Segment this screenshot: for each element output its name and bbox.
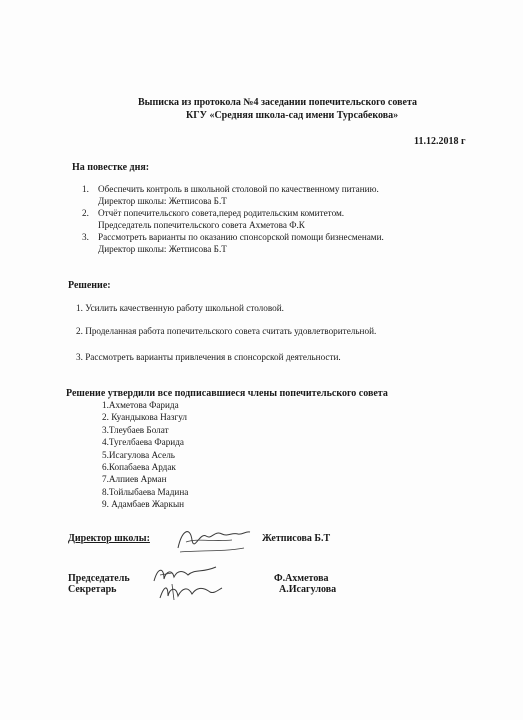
decision-heading: Решение:: [68, 280, 111, 291]
director-label: Директор школы:: [68, 533, 150, 544]
agenda-item-number: 1.: [82, 184, 89, 194]
agenda-item-text: Отчёт попечительского совета,перед родительским комитетом.: [98, 208, 345, 218]
agenda-heading: На повестке дня:: [72, 162, 150, 173]
decision-item: 3. Рассмотреть варианты привлечения в спонсорской деятельности.: [76, 352, 341, 362]
agenda-item-responsible: Директор школы: Жетписова Б.Т: [98, 196, 227, 206]
secretary-signature: [156, 580, 226, 604]
agenda-item: [82, 232, 384, 243]
chair-name: Ф.Ахметова: [274, 573, 329, 584]
agenda-item-responsible: Председатель попечительского совета Ахметова Ф.К: [98, 220, 305, 230]
member-item: 2. Куандыкова Назгул: [102, 412, 188, 423]
director-name: Жетписова Б.Т: [262, 533, 331, 544]
agenda-item-text: Обеспечить контроль в школьной столовой по качественному питанию.: [98, 184, 379, 194]
agenda-item: [82, 184, 379, 195]
agenda-item-responsible: Директор школы: Жетписова Б.Т: [98, 244, 227, 254]
member-item: 6.Копабаева Ардак: [102, 462, 176, 473]
document-title-line1: Выписка из протокола №4 заседании попечительского совета: [138, 97, 417, 108]
agenda-item-text: Рассмотреть варианты по оказанию спонсорской помощи бизнесменами.: [98, 232, 384, 242]
approved-heading: Решение утвердили все подписавшиеся члены попечительского совета: [66, 388, 388, 399]
decision-item: 1. Усилить качественную работу школьной столовой.: [76, 303, 284, 313]
document-title-line2: КГУ «Средняя школа-сад имени Турсабекова»: [186, 110, 399, 121]
agenda-item: [82, 208, 344, 219]
member-item: 5.Исагулова Асель: [102, 449, 175, 460]
member-item: 7.Алпиев Арман: [102, 474, 167, 485]
member-item: 8.Тойлыбаева Мадина: [102, 486, 189, 497]
director-signature: [172, 522, 252, 556]
document-date: 11.12.2018 г: [414, 136, 466, 147]
members-list: [102, 399, 188, 511]
secretary-name: А.Исагулова: [279, 584, 337, 595]
decision-item: 2. Проделанная работа попечительского совета считать удовлетворительной.: [76, 326, 377, 336]
secretary-label: Секретарь: [68, 584, 117, 595]
member-item: 9. Адамбаев Жаркын: [102, 499, 185, 510]
agenda-item-number: 3.: [82, 232, 89, 242]
member-item: 4.Тугелбаева Фарида: [102, 437, 184, 448]
member-item: 3.Тлеубаев Болат: [102, 424, 169, 435]
agenda-item-number: 2.: [82, 208, 89, 218]
member-item: 1.Ахметова Фарида: [102, 400, 179, 410]
chair-label: Председатель: [68, 573, 130, 584]
